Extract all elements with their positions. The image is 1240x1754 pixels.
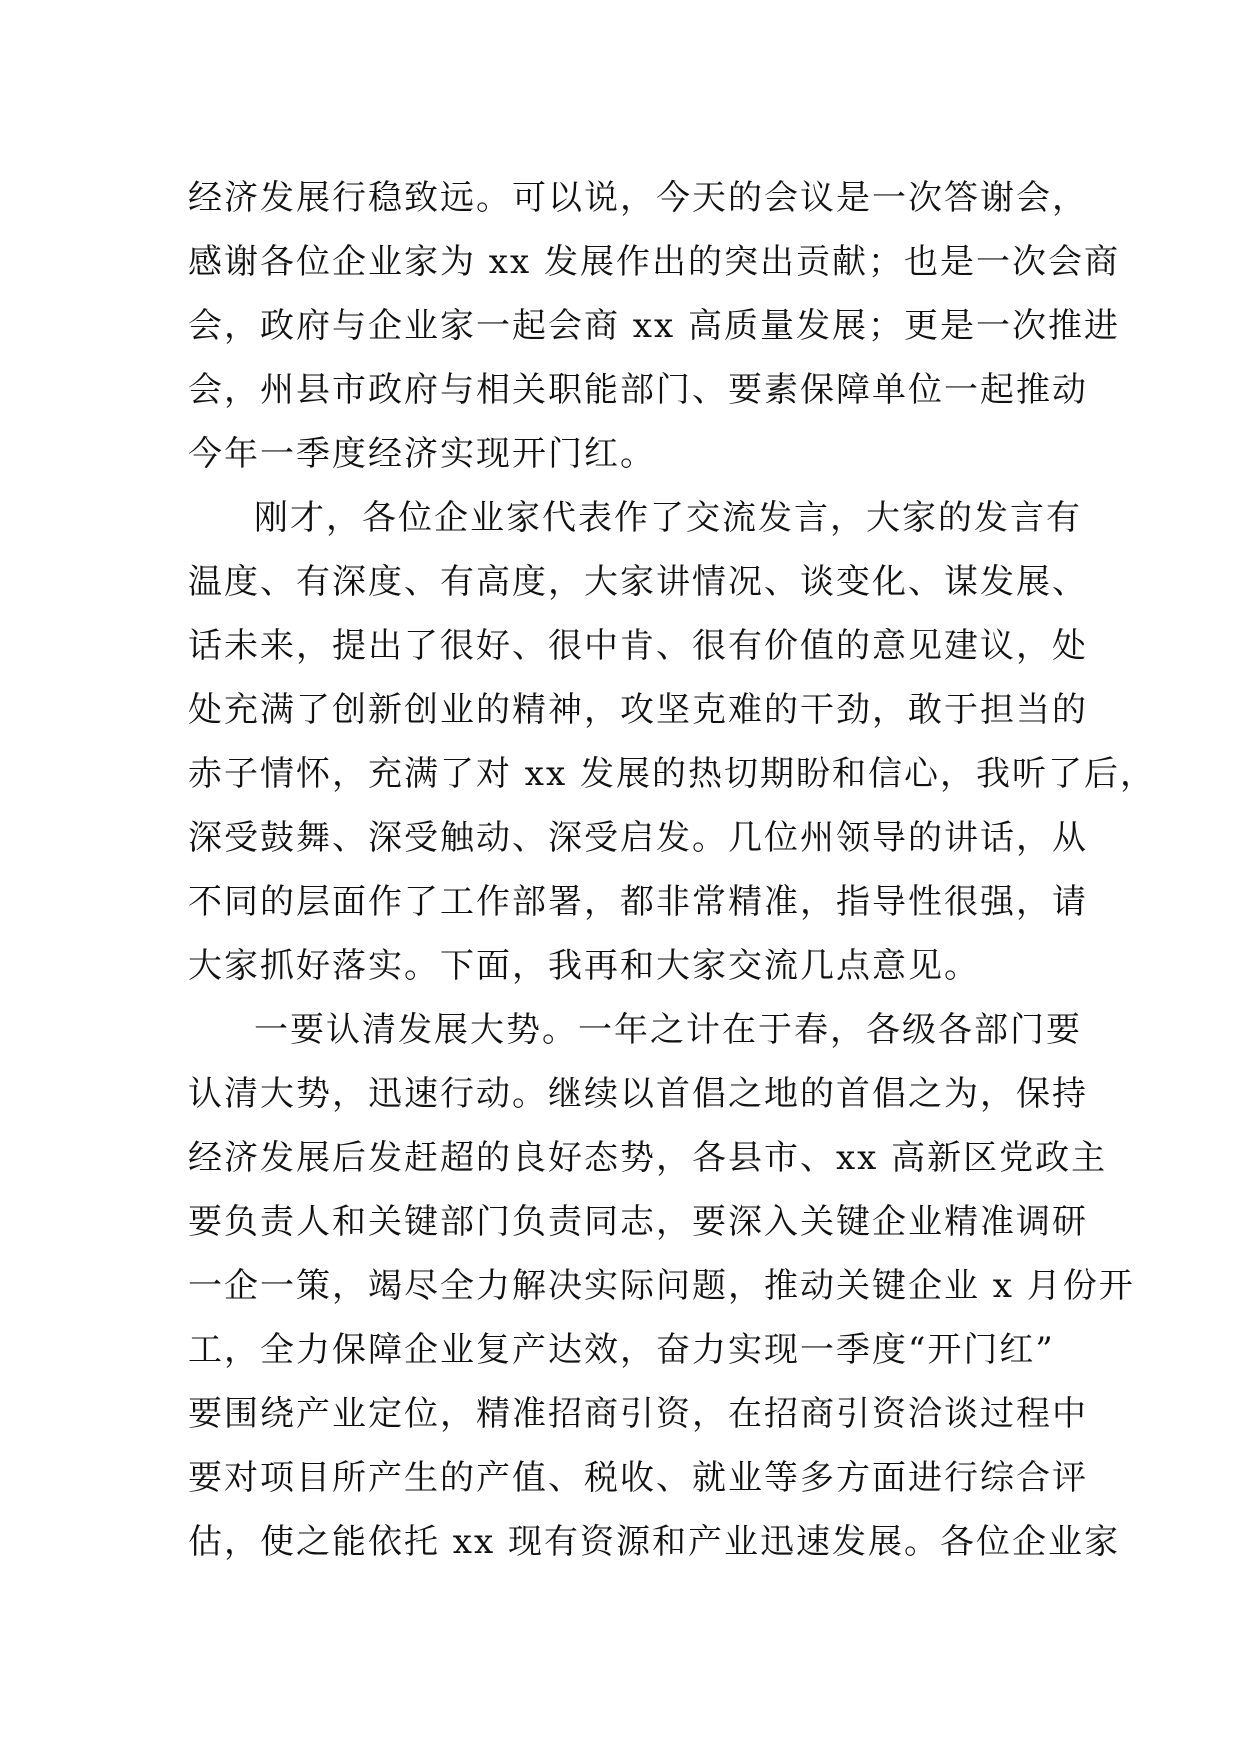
text-line: 大家抓好落实。下面，我再和大家交流几点意见。 — [188, 946, 980, 986]
body-text — [188, 166, 1156, 1574]
text-line: 一要认清发展大势。一年之计在于春，各级各部门要 — [254, 1010, 1082, 1050]
text-line: 一企一策，竭尽全力解决实际问题，推动关键企业 x 月份开 — [188, 1266, 1135, 1306]
paragraph-1 — [188, 166, 1120, 486]
text-line: 处充满了创新创业的精神，攻坚克难的干劲，敢于担当的 — [188, 690, 1088, 730]
text-line: 认清大势，迅速行动。继续以首倡之地的首倡之为，保持 — [188, 1074, 1088, 1114]
text-line: 不同的层面作了工作部署，都非常精准，指导性很强，请 — [188, 882, 1088, 922]
text-line: 要对项目所产生的产值、税收、就业等多方面进行综合评 — [188, 1458, 1088, 1498]
text-line: 深受鼓舞、深受触动、深受启发。几位州领导的讲话，从 — [188, 818, 1088, 858]
text-line: 刚才，各位企业家代表作了交流发言，大家的发言有 — [254, 498, 1082, 538]
text-line: 经济发展后发赶超的良好态势，各县市、xx 高新区党政主 — [188, 1138, 1108, 1178]
paragraph-3 — [188, 998, 1135, 1574]
paragraph-2 — [188, 486, 1156, 998]
text-line: 要围绕产业定位，精准招商引资，在招商引资洽谈过程中 — [188, 1394, 1088, 1434]
text-line: 会，政府与企业家一起会商 xx 高质量发展；更是一次推进 — [188, 306, 1120, 346]
text-line: 经济发展行稳致远。可以说，今天的会议是一次答谢会， — [188, 178, 1088, 218]
text-line: 话未来，提出了很好、很中肯、很有价值的意见建议，处 — [188, 626, 1088, 666]
text-line: 温度、有深度、有高度，大家讲情况、谈变化、谋发展、 — [188, 562, 1088, 602]
text-line: 工，全力保障企业复产达效，奋力实现一季度“开门红” — [188, 1330, 1055, 1370]
text-line: 赤子情怀，充满了对 xx 发展的热切期盼和信心，我听了后， — [188, 754, 1156, 794]
text-line: 今年一季度经济实现开门红。 — [188, 434, 656, 474]
text-line: 要负责人和关键部门负责同志，要深入关键企业精准调研 — [188, 1202, 1088, 1242]
text-line: 会，州县市政府与相关职能部门、要素保障单位一起推动 — [188, 370, 1088, 410]
text-line: 估，使之能依托 xx 现有资源和产业迅速发展。各位企业家 — [188, 1522, 1120, 1562]
text-line: 感谢各位企业家为 xx 发展作出的突出贡献；也是一次会商 — [188, 242, 1120, 282]
